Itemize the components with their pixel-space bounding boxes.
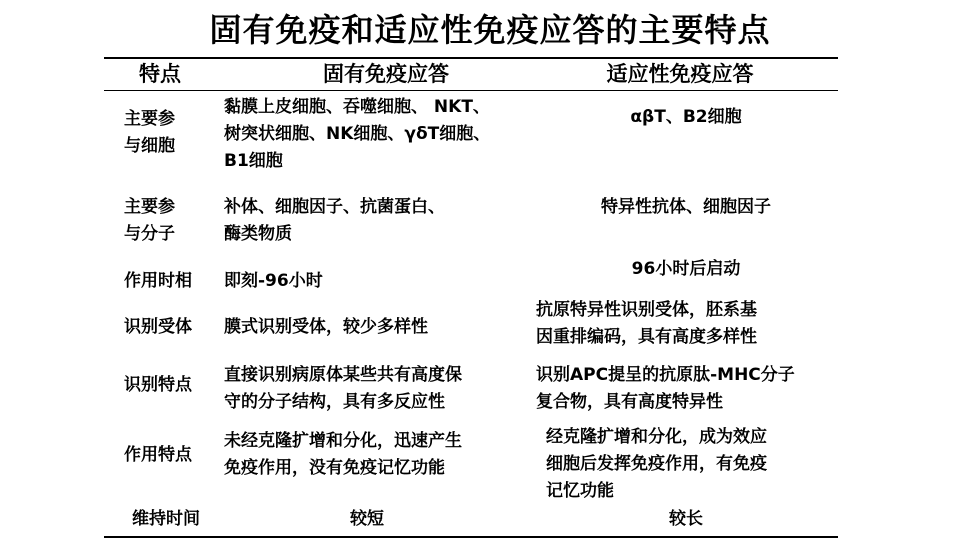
row-recognition-feature: 识别特点 <box>124 375 192 395</box>
row-molecules-feature: 主要参 与分子 <box>124 197 175 244</box>
row-duration-adaptive: 较长 <box>669 509 703 529</box>
row-receptor-adaptive: 抗原特异性识别受体，胚系基 因重排编码，具有高度多样性 <box>536 300 757 347</box>
row-molecules-innate: 补体、细胞因子、抗菌蛋白、 酶类物质 <box>224 197 445 244</box>
row-action-adaptive: 经克隆扩增和分化，成为效应 细胞后发挥免疫作用，有免疫 记忆功能 <box>546 427 767 501</box>
row-action-feature: 作用特点 <box>124 445 192 465</box>
row-duration-innate: 较短 <box>350 509 384 529</box>
row-recognition-adaptive: 识别APC提呈的抗原肽-MHC分子 复合物，具有高度特异性 <box>536 365 795 412</box>
row-timing-adaptive: 96小时后启动 <box>631 259 741 279</box>
row-molecules-adaptive: 特异性抗体、细胞因子 <box>601 197 771 217</box>
table-bottom-rule <box>104 536 838 538</box>
row-timing-feature: 作用时相 <box>124 271 192 291</box>
row-duration-feature: 维持时间 <box>132 509 200 529</box>
row-action-innate: 未经克隆扩增和分化，迅速产生 免疫作用，没有免疫记忆功能 <box>224 431 462 478</box>
header-adaptive: 适应性免疫应答 <box>606 62 754 86</box>
slide-title: 固有免疫和适应性免疫应答的主要特点 <box>209 11 771 49</box>
row-cells-adaptive: αβT、B2细胞 <box>630 107 742 127</box>
header-innate: 固有免疫应答 <box>323 62 449 86</box>
header-feature: 特点 <box>139 62 181 86</box>
row-receptor-innate: 膜式识别受体，较少多样性 <box>224 317 428 337</box>
row-recognition-innate: 直接识别病原体某些共有高度保 守的分子结构，具有多反应性 <box>224 365 462 412</box>
row-timing-innate: 即刻-96小时 <box>224 271 323 291</box>
row-cells-feature: 主要参 与细胞 <box>124 109 175 156</box>
table-header-rule <box>104 90 838 91</box>
row-receptor-feature: 识别受体 <box>124 317 192 337</box>
row-cells-innate: 黏膜上皮细胞、吞噬细胞、 NKT、 树突状细胞、NK细胞、γδT细胞、 B1细胞 <box>224 97 491 171</box>
